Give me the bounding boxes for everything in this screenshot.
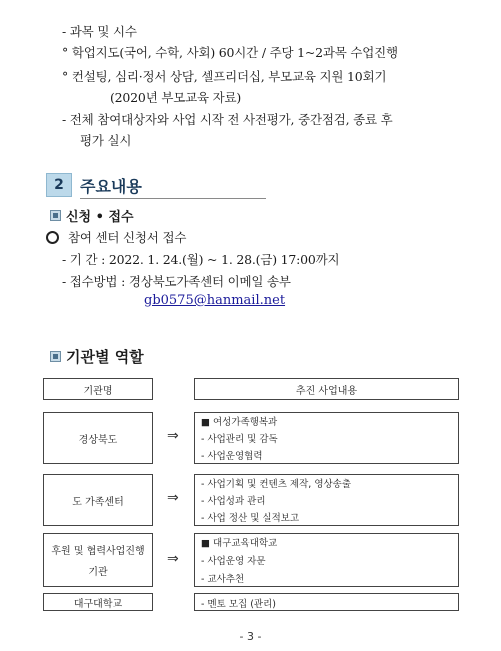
org-cell: 경상북도 <box>43 412 153 464</box>
right-arrow-icon: ⇒ <box>167 551 179 567</box>
task-cell <box>194 474 459 526</box>
consulting-item: ° 컨설팅, 심리·정서 상담, 셀프리더십, 부모교육 지원 10회기 <box>62 69 387 84</box>
org-cell: 후원 및 협력사업진행 기관 <box>43 533 153 587</box>
email-link[interactable]: gb0575@hanmail.net <box>144 293 286 308</box>
task-line: - 사업운영 자문 <box>201 556 266 567</box>
method-text: - 접수방법 : 경상북도가족센터 이메일 송부 <box>62 274 291 289</box>
header-task-cell: 추진 사업내용 <box>194 378 459 400</box>
task-line: - 멘토 모집 (관리) <box>201 599 276 610</box>
subject-hours-item: - 과목 및 시수 <box>62 24 137 39</box>
task-line: ■ 여성가족행복과 <box>201 417 278 428</box>
right-arrow-icon: ⇒ <box>167 490 179 506</box>
right-arrow-icon: ⇒ <box>167 428 179 444</box>
task-cell <box>194 533 459 587</box>
task-line: ■ 대구교육대학교 <box>201 538 278 549</box>
task-line: - 사업운영협력 <box>201 451 263 462</box>
section-title: 주요내용 <box>80 177 142 196</box>
task-cell <box>194 593 459 611</box>
period-text: - 기 간 : 2022. 1. 24.(월) ~ 1. 28.(금) 17:00까지 <box>62 252 340 267</box>
square-bullet-icon <box>50 351 61 362</box>
subsection-title-roles: 기관별 역할 <box>66 348 144 366</box>
task-line: - 사업관리 및 감독 <box>201 434 278 445</box>
task-line: - 사업 정산 및 실적보고 <box>201 513 300 524</box>
page-number: - 3 - <box>239 630 262 643</box>
task-cell <box>194 412 459 464</box>
evaluation-item: - 전체 참여대상자와 사업 시작 전 사전평가, 중간점검, 종료 후 <box>62 112 393 127</box>
org-cell: 도 가족센터 <box>43 474 153 526</box>
header-org-cell: 기관명 <box>43 378 153 400</box>
square-bullet-icon <box>50 210 61 221</box>
circle-bullet-icon <box>46 231 59 244</box>
org-cell: 대구대학교 <box>43 593 153 611</box>
subsection-title-application: 신청 • 접수 <box>66 210 134 225</box>
task-line: - 사업기획 및 컨텐츠 제작, 영상송출 <box>201 479 352 490</box>
academic-guidance-item: ° 학업지도(국어, 수학, 사회) 60시간 / 주당 1~2과목 수업진행 <box>62 45 398 60</box>
task-line: - 사업성과 관리 <box>201 496 266 507</box>
section-underline <box>80 198 266 199</box>
section-number-badge: 2 <box>46 173 72 197</box>
task-line: - 교사추천 <box>201 574 245 585</box>
application-text: 참여 센터 신청서 접수 <box>68 230 187 245</box>
evaluation-item-cont: 평가 실시 <box>80 133 132 148</box>
parent-education-note: (2020년 부모교육 자료) <box>110 90 242 105</box>
